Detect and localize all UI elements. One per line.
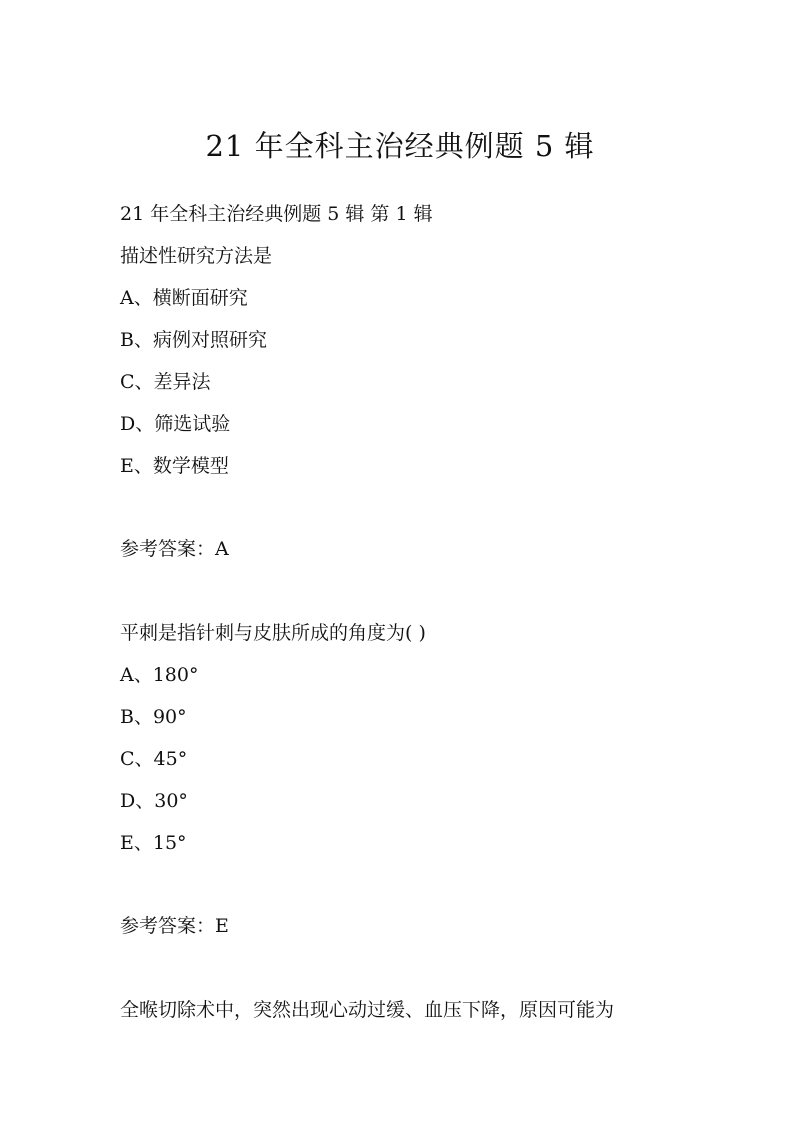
section-heading: 21 年全科主治经典例题 5 辑 第 1 辑 <box>120 203 433 225</box>
question-3-stem: 全喉切除术中，突然出现心动过缓、血压下降，原因可能为 <box>120 999 615 1021</box>
question-1-answer: 参考答案：A <box>120 538 229 560</box>
question-1-option-e: E、数学模型 <box>120 455 229 477</box>
question-1-option-d: D、筛选试验 <box>120 413 231 435</box>
page-title: 21 年全科主治经典例题 5 辑 <box>205 129 595 163</box>
question-2-stem: 平刺是指针刺与皮肤所成的角度为( ) <box>120 622 426 644</box>
question-1-option-a: A、横断面研究 <box>120 287 248 309</box>
question-2-option-d: D、30° <box>120 790 188 812</box>
question-1-stem: 描述性研究方法是 <box>120 245 273 267</box>
question-2-option-e: E、15° <box>120 832 187 854</box>
question-2-option-b: B、90° <box>120 706 187 728</box>
question-2-option-a: A、180° <box>120 664 199 686</box>
question-1-option-b: B、病例对照研究 <box>120 329 267 351</box>
question-2-option-c: C、45° <box>120 748 188 770</box>
question-2-answer: 参考答案：E <box>120 915 229 937</box>
question-1-option-c: C、差异法 <box>120 371 211 393</box>
